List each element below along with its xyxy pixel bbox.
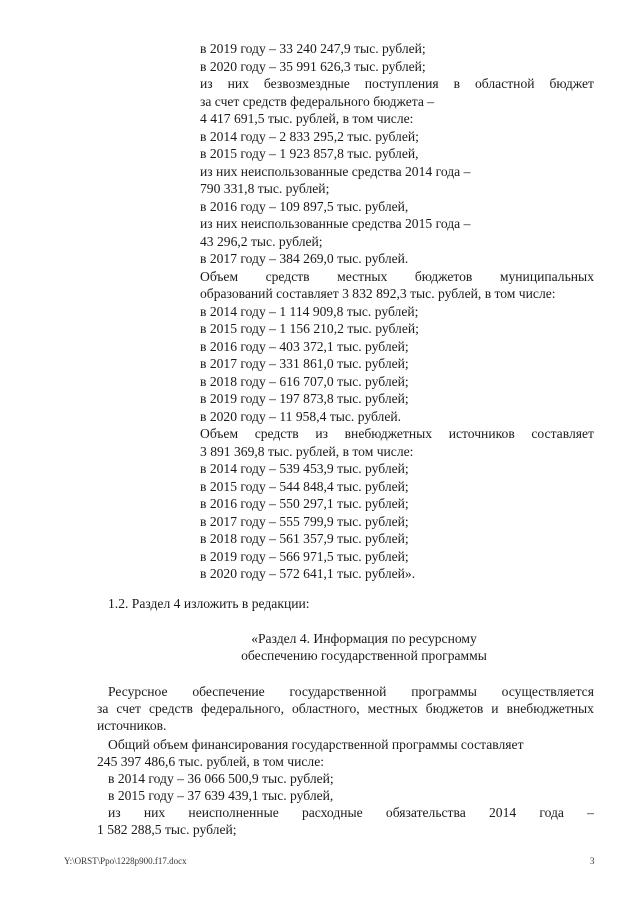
text-line: 1 582 288,5 тыс. рублей; <box>97 822 237 837</box>
word: внебюджетных <box>344 426 433 441</box>
text-line: в 2017 году – 331 861,0 тыс. рублей; <box>200 356 409 371</box>
word: программы <box>411 684 477 699</box>
text-line: 790 331,8 тыс. рублей; <box>200 181 330 196</box>
word: из <box>108 805 121 820</box>
text-line: 43 296,2 тыс. рублей; <box>200 233 323 249</box>
word: федерального, <box>200 701 284 716</box>
word: поступления <box>364 76 439 91</box>
text-line: из них неиспользованные средства 2015 года – <box>200 216 471 231</box>
footer-file-path: Y:\ORST\Ppo\1228p900.f17.docx <box>64 856 187 866</box>
word: областного, <box>291 701 360 716</box>
text-line: в 2015 году – 1 156 210,2 тыс. рублей; <box>200 321 419 336</box>
word: из <box>200 76 213 91</box>
word: и <box>491 701 499 716</box>
word: обеспечение <box>192 684 265 699</box>
word: в <box>453 76 461 91</box>
text-line: Общий объем финансирования государственной программы составляет <box>108 737 524 752</box>
section-heading: «Раздел 4. Информация по ресурсному <box>251 631 477 646</box>
text-line: в 2016 году – 550 297,1 тыс. рублей; <box>200 496 409 511</box>
word: местных <box>337 268 388 284</box>
word: них <box>227 76 249 91</box>
word: счет <box>116 701 141 716</box>
justified-text-line <box>200 268 594 285</box>
word: средств <box>265 268 310 284</box>
word: из <box>315 426 328 441</box>
word: обязательства <box>385 805 466 820</box>
text-line: в 2019 году – 197 873,8 тыс. рублей; <box>200 391 409 406</box>
text-line: в 2014 году – 2 833 295,2 тыс. рублей; <box>200 128 419 144</box>
word: безвозмездные <box>263 76 350 91</box>
justified-text-line <box>108 804 594 821</box>
page-number: 3 <box>590 856 595 866</box>
word: бюджетов <box>425 701 484 716</box>
word: Ресурсное <box>108 684 168 699</box>
section-heading: обеспечению государственной программы <box>241 648 487 663</box>
word: областной <box>475 76 535 91</box>
word: осуществляется <box>501 684 594 699</box>
text-line: в 2016 году – 109 897,5 тыс. рублей, <box>200 198 409 214</box>
text-line: в 2018 году – 616 707,0 тыс. рублей; <box>200 373 409 389</box>
text-line: образований составляет 3 832 892,3 тыс. рублей, в том числе: <box>200 286 556 301</box>
word: года <box>539 805 564 820</box>
justified-text-line <box>108 683 594 700</box>
text-line: в 2014 году – 539 453,9 тыс. рублей; <box>200 461 409 476</box>
text-line: из них неиспользованные средства 2014 года – <box>200 163 471 179</box>
word: Объем <box>200 268 239 284</box>
justified-text-line <box>200 425 594 442</box>
word: средств <box>254 426 299 441</box>
word: бюджет <box>549 76 594 91</box>
word: Объем <box>200 426 239 441</box>
text-line: источников. <box>97 718 167 733</box>
justified-text-line <box>97 700 594 717</box>
word: них <box>143 805 166 820</box>
text-line: в 2014 году – 1 114 909,8 тыс. рублей; <box>200 303 419 319</box>
text-line: за счет средств федерального бюджета – <box>200 93 435 109</box>
text-line: 245 397 486,6 тыс. рублей, в том числе: <box>97 754 325 769</box>
word: государственной <box>289 684 387 699</box>
text-line: в 2019 году – 33 240 247,9 тыс. рублей; <box>200 41 426 56</box>
word: неисполненные <box>188 805 279 820</box>
text-line: в 2020 году – 572 641,1 тыс. рублей». <box>200 566 416 581</box>
word: бюджетов <box>414 268 473 284</box>
text-line: 3 891 369,8 тыс. рублей, в том числе: <box>200 443 414 459</box>
text-line: в 2015 году – 544 848,4 тыс. рублей; <box>200 478 409 494</box>
text-line: в 2018 году – 561 357,9 тыс. рублей; <box>200 531 409 546</box>
word: внебюджетных <box>506 701 594 716</box>
word: расходные <box>301 805 363 820</box>
justified-text-line <box>200 75 594 92</box>
text-line: в 2015 году – 37 639 439,1 тыс. рублей, <box>108 788 334 803</box>
text-line: в 2015 году – 1 923 857,8 тыс. рублей, <box>200 146 419 161</box>
text-line: в 2017 году – 384 269,0 тыс. рублей. <box>200 251 409 266</box>
word: за <box>97 701 109 716</box>
text-line: в 2017 году – 555 799,9 тыс. рублей; <box>200 513 409 529</box>
text-line: в 2020 году – 35 991 626,3 тыс. рублей; <box>200 58 426 74</box>
word: 2014 <box>488 805 517 820</box>
text-line: в 2020 году – 11 958,4 тыс. рублей. <box>200 408 402 424</box>
text-line: 4 417 691,5 тыс. рублей, в том числе: <box>200 111 414 126</box>
word: составляет <box>531 426 594 441</box>
word: средств <box>148 701 193 716</box>
word: местных <box>367 701 418 716</box>
section-instruction: 1.2. Раздел 4 изложить в редакции: <box>108 596 310 611</box>
word: – <box>587 805 594 820</box>
word: источников <box>448 426 515 441</box>
text-line: в 2016 году – 403 372,1 тыс. рублей; <box>200 338 409 354</box>
text-line: в 2019 году – 566 971,5 тыс. рублей; <box>200 548 409 564</box>
word: муниципальных <box>499 268 594 284</box>
text-line: в 2014 году – 36 066 500,9 тыс. рублей; <box>108 771 334 786</box>
